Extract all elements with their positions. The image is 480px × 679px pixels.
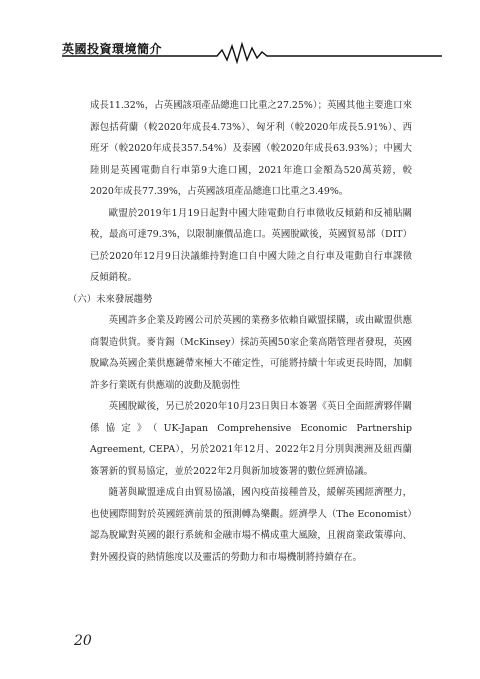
- running-header: [62, 36, 442, 64]
- paragraph-trade-agreements: 英國脫歐後，另已於2020年10月23日與日本簽署《英日全面經濟夥伴關係協定》（UK-Japan Comprehensive Economic Partnership Agreement, CEPA），另於2021年12月、2022年2月分別與澳洲及紐西蘭簽署新的貿易協定，並於2022年2月與新加坡簽署的數位經濟協議。: [90, 401, 412, 477]
- header-title: 英國投資環境簡介: [62, 42, 163, 56]
- section-heading: （六）未來發展趨勢: [68, 293, 153, 305]
- paragraph-continued: 成長11.32%，占英國該項產品總進口比重之27.25%）；英國其他主要進口來源包括荷蘭（較2020年成長4.73%）、匈牙利（較2020年成長5.91%）、西班牙（較2020年成長357.54%）及泰國（較2020年成長63.93%）；中國大陸則是英國電動自行車第9大進口國，2021年進口金額為520萬英鎊，較2020年成長77.39%，占英國該項產品總進口比重之3.49%。: [90, 100, 412, 197]
- paragraph-supply-chain: 英國許多企業及跨國公司於英國的業務多依賴自歐盟採購，或由歐盟供應商製造供貨。麥肯錫（McKinsey）採訪英國50家企業高階管理者發現，英國脫歐為英國企業供應鏈帶來極大不確定性，可能將持續十年或更長時間，加劇許多行業既有供應端的波動及脆弱性: [90, 315, 412, 391]
- paragraph-outlook: 隨著與歐盟達成自由貿易協議，國內疫苗接種普及，緩解英國經濟壓力，也使國際間對於英國經濟前景的預測轉為樂觀。經濟學人（The Economist）認為脫歐對英國的銀行系統和金融市場不構成重大風險，且親商業政策導向、對外國投資的熱情態度以及靈活的勞動力和市場機制將持續存在。: [90, 487, 412, 563]
- page-number: 20: [74, 633, 92, 649]
- body-text: [68, 95, 412, 568]
- paragraph-antidumping: 歐盟於2019年1月19日起對中國大陸電動自行車徵收反傾銷和反補貼關稅，最高可達79.3%，以限制廉價品進口。英國脫歐後，英國貿易部（DIT）已於2020年12月9日決議維持對進口自中國大陸之自行車及電動自行車課徵反傾銷稅。: [90, 207, 412, 283]
